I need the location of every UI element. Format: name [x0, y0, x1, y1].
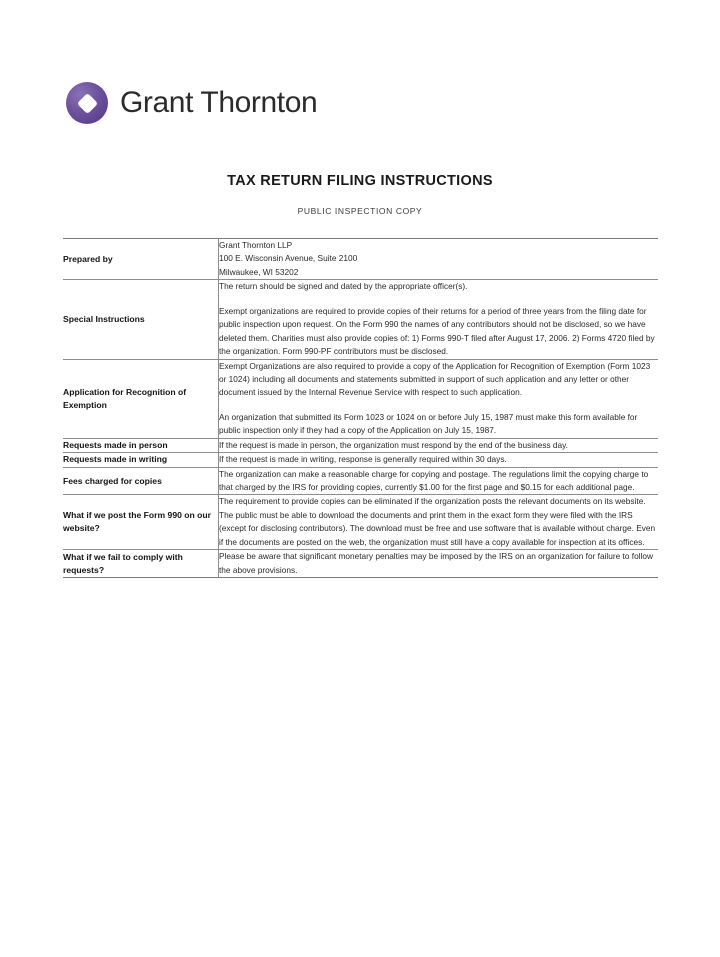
paragraph: The return should be signed and dated by the appropriate officer(s). [219, 281, 468, 292]
paragraph: If the request is made in writing, response is generally required within 30 days. [219, 454, 507, 465]
table-row [63, 550, 658, 578]
row-content-fail-to-comply [219, 550, 659, 578]
row-content-requests-in-person [219, 438, 659, 452]
page-subtitle: PUBLIC INSPECTION COPY [297, 206, 423, 216]
table-row [63, 239, 658, 280]
table-row [63, 453, 658, 467]
table-row [63, 438, 658, 452]
row-content-application-for-recognition [219, 359, 659, 438]
table-body [63, 239, 658, 578]
row-label-fees-charged: Fees charged for copies [63, 475, 162, 486]
address-line: Grant Thornton LLP [219, 240, 293, 250]
table-row [63, 280, 658, 359]
row-content-fees-charged [219, 467, 659, 495]
table-row [63, 359, 658, 438]
paragraph: Exempt Organizations are also required to provide a copy of the Application for Recognition of Exemption (Form 1023 or 1024) including all documents and statements submitted in support of such application and any letter or other document issued by the Internal Revenue Service with respect to such application. [219, 360, 651, 398]
row-label-special-instructions: Special Instructions [63, 313, 145, 324]
row-content-prepared-by [219, 239, 659, 280]
paragraph: The organization can make a reasonable charge for copying and postage. The regulations limit the copying charge to that charged by the IRS for providing copies, currently $1.00 for the first page and $0.15 for each additional page. [219, 468, 649, 492]
row-content-post-form-990 [219, 495, 659, 550]
row-label-application-for-recognition: Application for Recognition of Exemption [63, 386, 187, 410]
row-label-requests-in-writing: Requests made in writing [63, 454, 168, 465]
address-line: 100 E. Wisconsin Avenue, Suite 2100 [219, 253, 358, 264]
page-title: TAX RETURN FILING INSTRUCTIONS [227, 173, 493, 189]
paragraph: Please be aware that significant monetary penalties may be imposed by the IRS on an organization for failure to follow the above provisions. [219, 551, 653, 575]
row-content-special-instructions [219, 280, 659, 359]
row-label-requests-in-person: Requests made in person [63, 439, 168, 450]
paragraph: The requirement to provide copies can be eliminated if the organization posts the relevant documents on its website. The public must be able to download the documents and print them in the exact form they were filed with the IRS (except for disclosing contributors). The download must be free and use software that is available without charge. Even if the documents are posted on the web, the organization must still have a copy available for inspection at its offices. [219, 496, 656, 547]
brand-logo [66, 82, 317, 124]
grant-thornton-mark-icon [66, 82, 108, 124]
row-label-prepared-by: Prepared by [63, 253, 113, 264]
table-row [63, 467, 658, 495]
paragraph: An organization that submitted its Form 1023 or 1024 on or before July 15, 1987 must make this form available for public inspection only if they had a copy of the Application on July 15, 1987. [219, 411, 638, 436]
row-content-requests-in-writing [219, 453, 659, 467]
paragraph: If the request is made in person, the organization must respond by the end of the business day. [219, 439, 568, 450]
filing-instructions-table [63, 238, 658, 578]
paragraph: Exempt organizations are required to provide copies of their returns for a period of three years from the filing date for public inspection upon request. On the Form 990 the names of any contributors should not be disclosed, so we have deleted them. Charities must also provide copies of: 1) Forms 990-T filed after August 17, 2006. 2) Forms 4720 filed by the organization. Form 990-PF contributors must be disclosed. [219, 305, 655, 357]
row-label-fail-to-comply: What if we fail to comply with requests? [63, 551, 183, 575]
table-row [63, 495, 658, 550]
brand-wordmark: Grant Thornton [120, 86, 318, 119]
address-line: Milwaukee, WI 53202 [219, 266, 299, 277]
row-label-post-form-990: What if we post the Form 990 on our website? [63, 510, 212, 534]
preparer-address [219, 239, 658, 279]
